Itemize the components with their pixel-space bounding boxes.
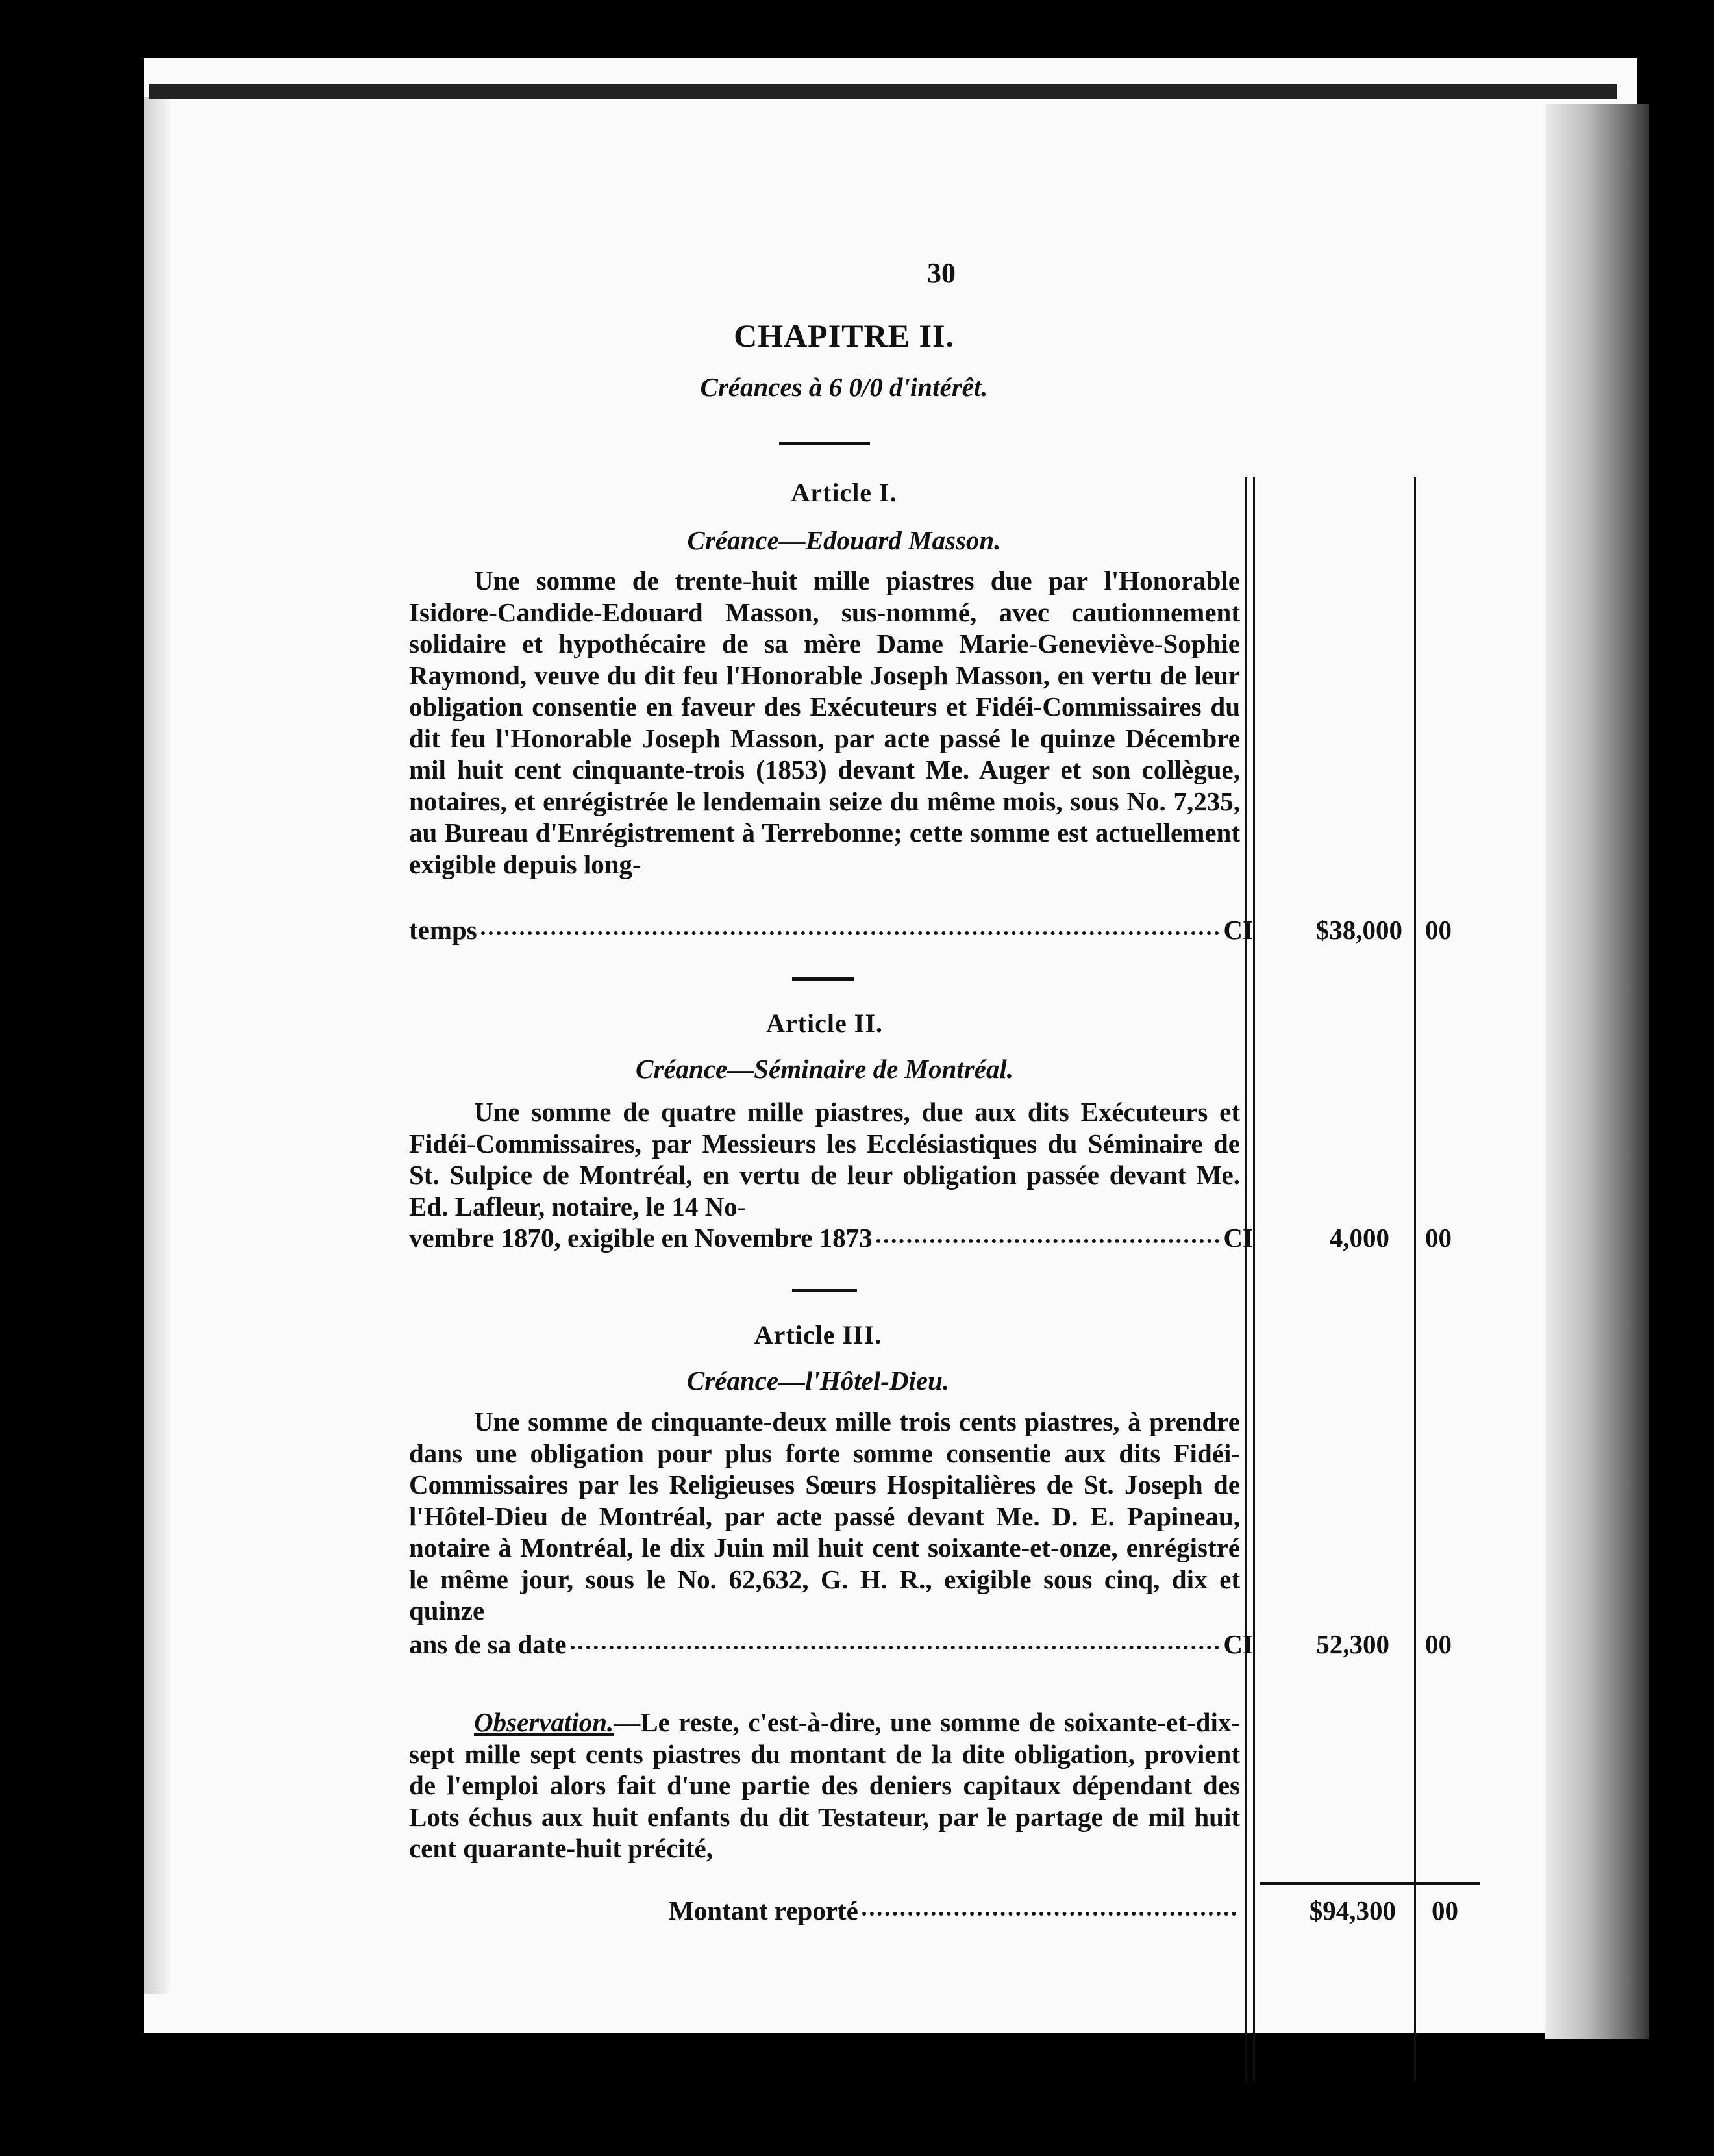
- article-3-amount: 52,300: [1316, 1629, 1389, 1659]
- leader-dots: [876, 1239, 1220, 1243]
- page-right-edge-shadow: [1545, 104, 1649, 2039]
- article-3-last-line: ans de sa date: [409, 1629, 567, 1659]
- total-rule: [1260, 1882, 1480, 1885]
- total-leader: [669, 1895, 1240, 1926]
- column-rule-left-inner: [1253, 477, 1255, 2081]
- page-number: 30: [927, 257, 956, 289]
- observation-label: Observation.: [474, 1707, 614, 1737]
- total-cents: 00: [1432, 1896, 1458, 1925]
- article-2-text: Une somme de quatre mille piastres, due aux dits Exécuteurs et Fidéi-Commissaires, par Messieurs les Ecclésiastiques du Séminaire de St. Sulpice de Montréal, en vertu de leur obligation passée devant Me. Ed. Lafleur, notaire, le 14 No-: [409, 1097, 1240, 1222]
- article-1-ref: CI: [1223, 915, 1253, 945]
- article-1-heading: Article I.: [791, 478, 897, 507]
- column-rule-left: [1245, 477, 1247, 2081]
- article-2-cents: 00: [1425, 1223, 1452, 1253]
- article-3-heading: Article III.: [754, 1320, 882, 1349]
- article-2-divider: [792, 1289, 857, 1292]
- article-1-leader: [409, 914, 1253, 946]
- observation-text: [409, 1707, 1240, 1864]
- article-1-amount: $38,000: [1315, 915, 1402, 945]
- total-label: Montant reporté: [669, 1896, 858, 1925]
- leader-dots: [862, 1912, 1236, 1916]
- chapter-title: CHAPITRE II.: [734, 318, 954, 354]
- leader-dots: [571, 1646, 1220, 1649]
- page-top-border: [149, 84, 1617, 99]
- leader-dots: [481, 931, 1220, 935]
- chapter-divider: [779, 442, 870, 445]
- column-rule-right: [1414, 477, 1416, 2081]
- article-3-text: Une somme de cinquante-deux mille trois cents piastres, à prendre dans une obligation pour plus forte somme consentie aux dits Fidéi-Commissaires par les Religieuses Sœurs Hospitalières de St. Joseph de l'Hôtel-Dieu de Montréal, par acte passé devant Me. D. E. Papineau, notaire à Montréal, le dix Juin mil huit cent soixante-et-onze, enrégistré le même jour, sous le No. 62,632, G. H. R., exigible sous cinq, dix et quinze: [409, 1407, 1240, 1625]
- observation-body: —Le reste, c'est-à-dire, une somme de soixante-et-dix-sept mille sept cents piastres du montant de la dite obligation, provient de l'emploi alors fait d'une partie des deniers capitaux dépendant des Lots échus aux huit enfants du dit Testateur, par le partage de mil huit cent quarante-huit précité,: [409, 1707, 1240, 1863]
- article-2-subheading: Créance—Séminaire de Montréal.: [636, 1054, 1013, 1084]
- article-3-leader: [409, 1629, 1253, 1660]
- article-3-ref: CI: [1223, 1629, 1253, 1659]
- total-amount: $94,300: [1309, 1896, 1396, 1925]
- article-2-last-line: vembre 1870, exigible en Novembre 1873: [409, 1223, 873, 1253]
- article-1-subheading: Créance—Edouard Masson.: [687, 525, 1001, 555]
- article-2-leader: [409, 1222, 1253, 1253]
- article-1-last-line: temps: [409, 915, 477, 945]
- article-2-heading: Article II.: [766, 1009, 883, 1038]
- article-1-cents: 00: [1425, 915, 1452, 945]
- article-3-subheading: Créance—l'Hôtel-Dieu.: [686, 1366, 950, 1396]
- article-2-amount: 4,000: [1329, 1223, 1389, 1253]
- article-2-ref: CI: [1223, 1223, 1253, 1253]
- chapter-subtitle: Créances à 6 0/0 d'intérêt.: [700, 372, 988, 402]
- page-left-edge: [144, 97, 170, 1994]
- article-1-text: Une somme de trente-huit mille piastres due par l'Honorable Isidore-Candide-Edouard Masson, sus-nommé, avec cautionnement solidaire et hypothécaire de sa mère Dame Marie-Geneviève-Sophie Raymond, veuve du dit feu l'Honorable Joseph Masson, en vertu de leur obligation consentie en faveur des Exécuteurs et Fidéi-Commissaires du dit feu l'Honorable Joseph Masson, par acte passé le quinze Décembre mil huit cent cinquante-trois (1853) devant Me. Auger et son collègue, notaires, et enrégistrée le lendemain seize du même mois, sous No. 7,235, au Bureau d'Enrégistrement à Terrebonne; cette somme est actuellement exigible depuis long-: [409, 566, 1240, 879]
- article-1-divider: [792, 977, 854, 981]
- article-3-cents: 00: [1425, 1629, 1452, 1659]
